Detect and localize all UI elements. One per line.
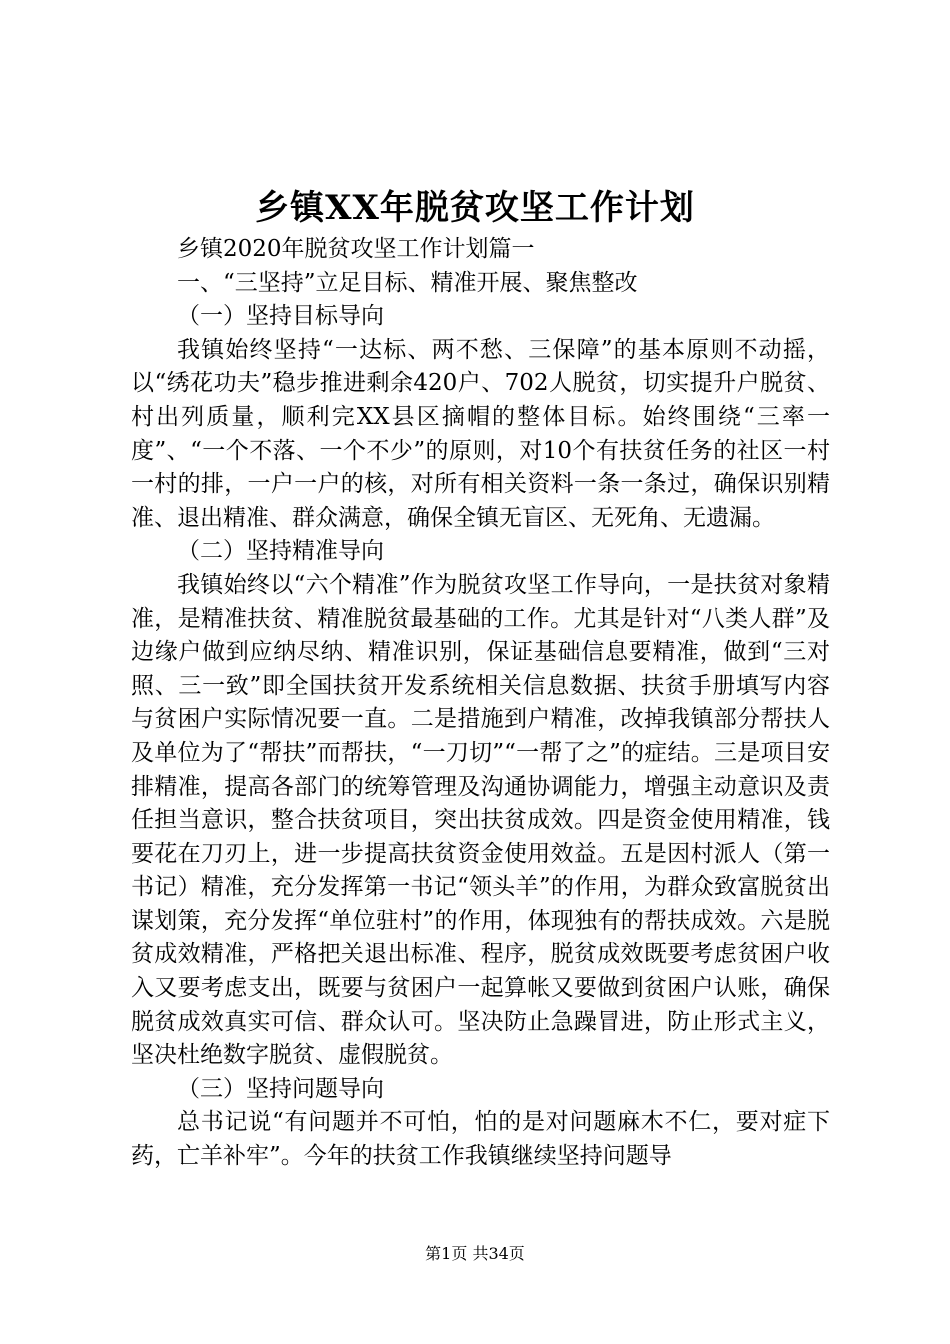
subsection-heading-2: （二）坚持精准导向 xyxy=(177,538,384,565)
document-title: 乡镇XX年脱贫攻坚工作计划 xyxy=(255,188,695,228)
section-heading: 一、“三坚持”立足目标、精准开展、聚焦整改 xyxy=(177,269,638,296)
body-paragraph-3: 总书记说“有问题并不可怕，怕的是对问题麻木不仁，要对症下药，亡羊补牢”。今年的扶贫工作我镇继续坚持问题导 xyxy=(131,1109,830,1170)
page-footer: 第1页 共34页 xyxy=(425,1244,525,1263)
subsection-heading-1: （一）坚持目标导向 xyxy=(177,303,384,330)
body-paragraph-1: 我镇始终坚持“一达标、两不愁、三保障”的基本原则不动摇，以“绣花功夫”稳步推进剩余420户、702人脱贫，切实提升户脱贫、村出列质量，顺利完XX县区摘帽的整体目标。始终围绕“三率一度”、“一个不落、一个不少”的原则，对10个有扶贫任务的社区一村一村的排，一户一户的核，对所有相关资料一条一条过，确保识别精准、退出精准、群众满意，确保全镇无盲区、无死角、无遗漏。 xyxy=(131,336,830,531)
document-body xyxy=(131,233,830,1174)
subsection-heading-3: （三）坚持问题导向 xyxy=(177,1075,384,1102)
body-paragraph-2: 我镇始终以“六个精准”作为脱贫攻坚工作导向，一是扶贫对象精准，是精准扶贫、精准脱贫最基础的工作。尤其是针对“八类人群”及边缘户做到应纳尽纳、精准识别，保证基础信息要精准，做到“三对照、三一致”即全国扶贫开发系统相关信息数据、扶贫手册填写内容与贫困户实际情况要一直。二是措施到户精准，改掉我镇部分帮扶人及单位为了“帮扶”而帮扶，“一刀切”“一帮了之”的症结。三是项目安排精准，提高各部门的统筹管理及沟通协调能力，增强主动意识及责任担当意识，整合扶贫项目，突出扶贫成效。四是资金使用精准，钱要花在刀刃上，进一步提高扶贫资金使用效益。五是因村派人（第一书记）精准，充分发挥第一书记“领头羊”的作用，为群众致富脱贫出谋划策，充分发挥“单位驻村”的作用，体现独有的帮扶成效。六是脱贫成效精准，严格把关退出标准、程序，脱贫成效既要考虑贫困户收入又要考虑支出，既要与贫困户一起算帐又要做到贫困户认账，确保脱贫成效真实可信、群众认可。坚决防止急躁冒进，防止形式主义，坚决杜绝数字脱贫、虚假脱贫。 xyxy=(131,571,830,1069)
subtitle-paragraph: 乡镇2020年脱贫攻坚工作计划篇一 xyxy=(177,236,535,262)
